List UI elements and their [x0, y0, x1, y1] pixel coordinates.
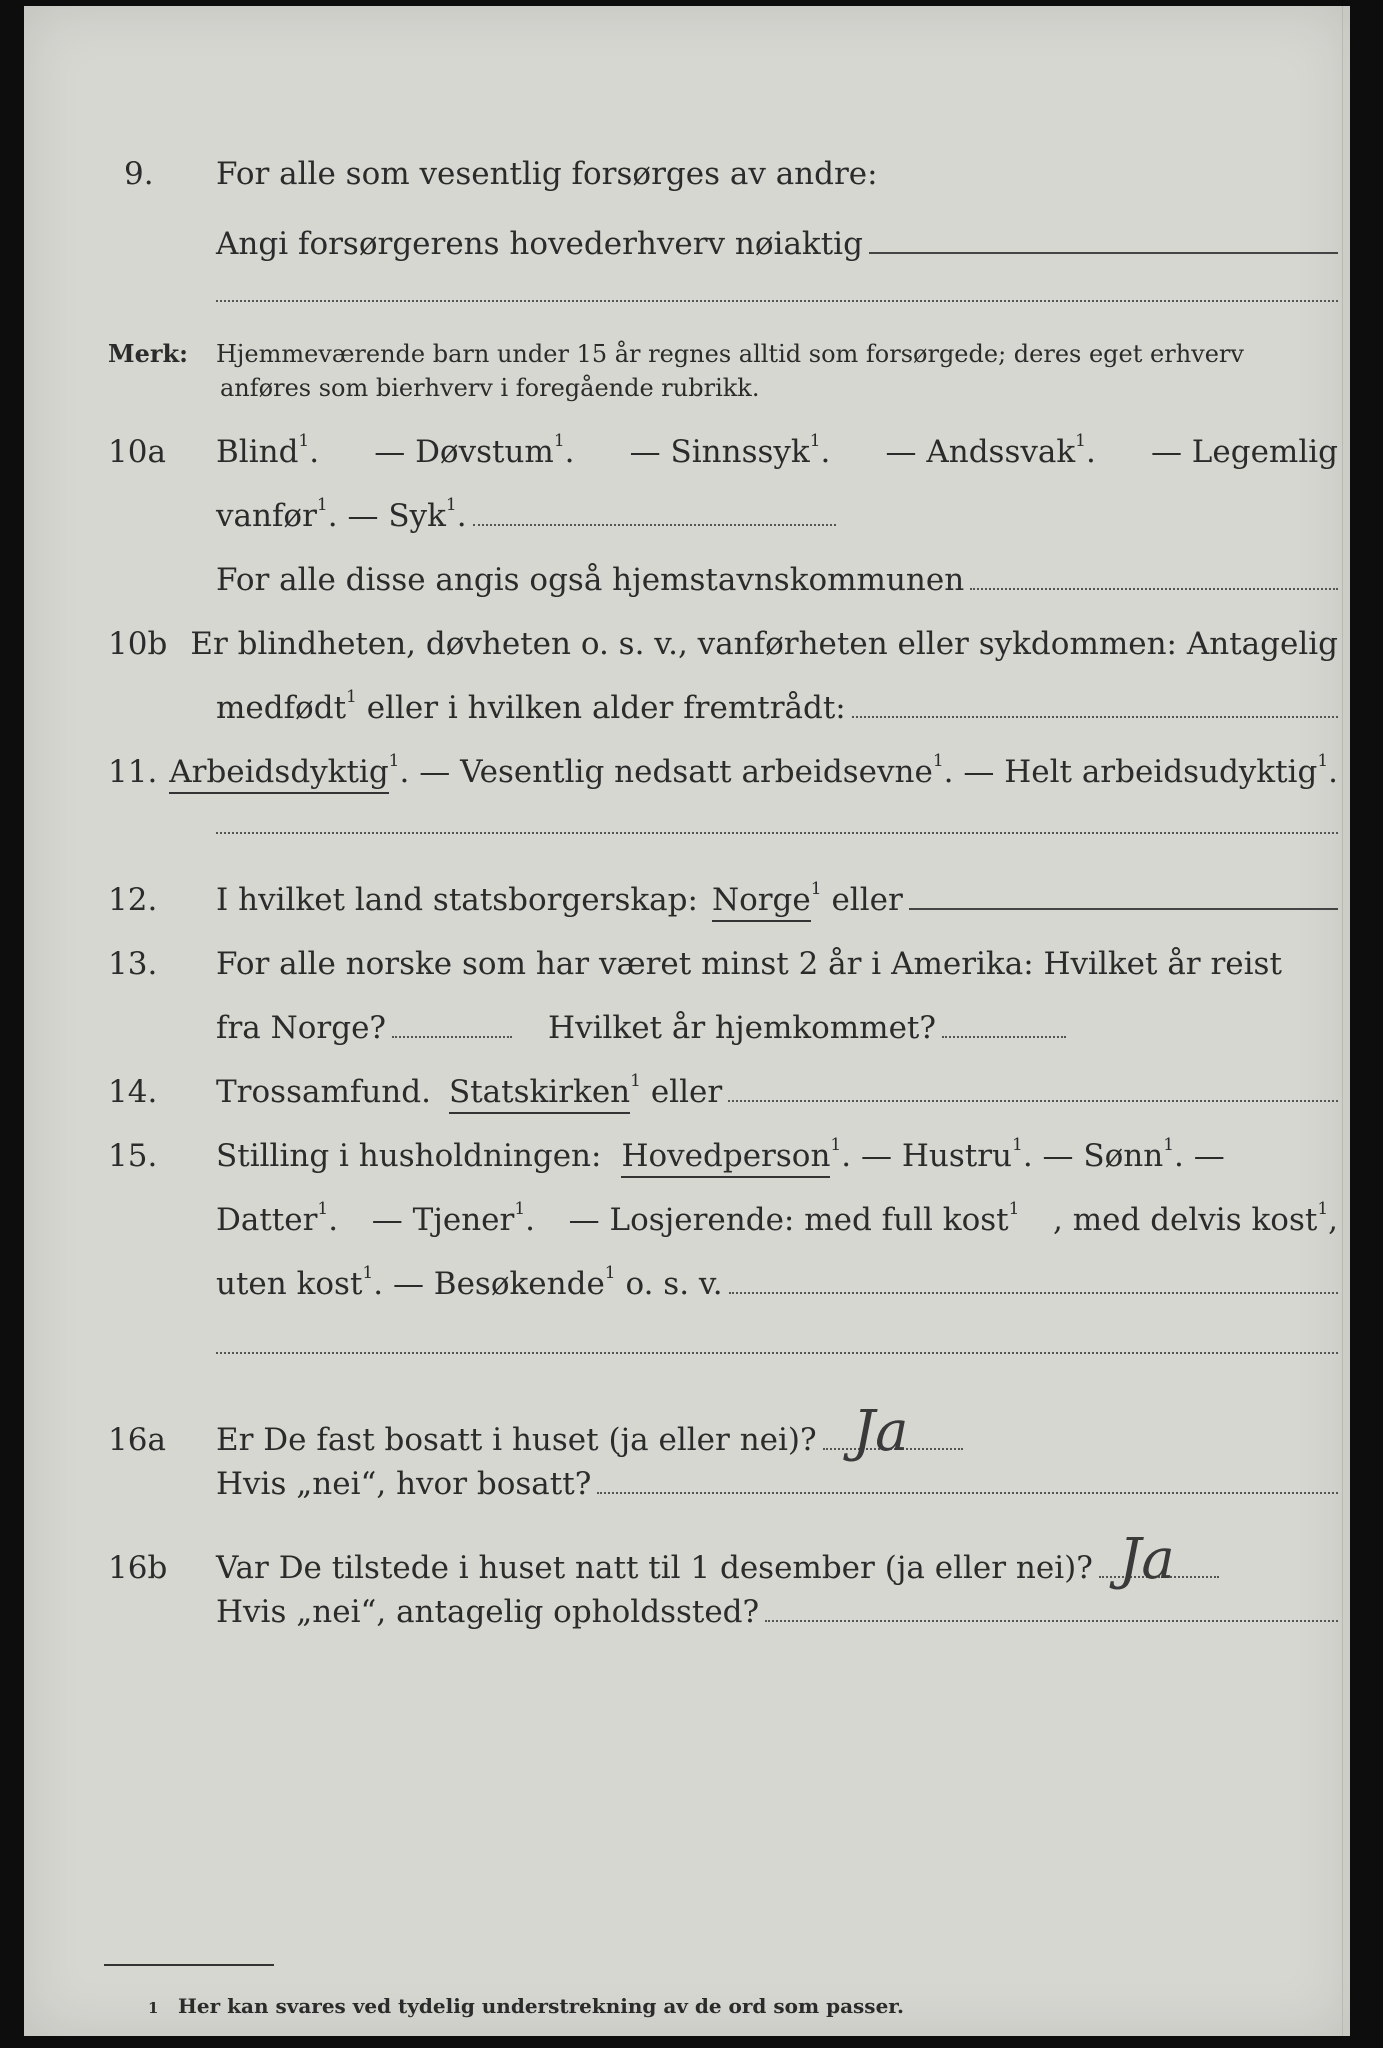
q16b-line2 [216, 1584, 1338, 1628]
q10a-line2 [216, 488, 836, 532]
q10a-hjemstavn-field[interactable] [970, 588, 1338, 590]
q16b-answer: Ja [1118, 1527, 1175, 1592]
q13-number: 13. [108, 946, 158, 982]
q15-field[interactable] [729, 1292, 1338, 1294]
q13-hjemkommet-field[interactable] [942, 1036, 1066, 1038]
q15-text: Stilling i husholdningen: [216, 1138, 602, 1174]
q10a-hjemstavn-label: For alle disse angis også hjemstavnskommunen [216, 562, 965, 598]
q14-statskirken: Statskirken$^1$ [449, 1077, 651, 1108]
q15-uten-kost: uten kost$^1$. [216, 1263, 393, 1302]
q16a-answer: Ja [852, 1399, 909, 1464]
q16a-bosatt-field[interactable] [597, 1492, 1338, 1494]
q9-text: For alle som vesentlig forsørges av andre: [216, 156, 878, 192]
q14-eller: eller [650, 1074, 723, 1110]
q11-number: 11. [108, 754, 158, 790]
footnote [148, 1972, 1048, 2016]
q10a-legemlig: — Legemlig [1150, 434, 1338, 470]
q16a-line2 [216, 1456, 1338, 1500]
q15-osv: o. s. v. [625, 1266, 723, 1302]
q10a-andssvak: — Andssvak$^1$. [885, 431, 1096, 470]
q16a-bosatt-label: Hvis „nei“, hvor bosatt? [216, 1466, 592, 1502]
q11-arbeidsdyktig: Arbeidsdyktig$^1$. [169, 757, 419, 788]
q10b-alder-label: eller i hvilken alder fremtrådt: [366, 690, 846, 726]
q12-text: I hvilket land statsborgerskap: [216, 882, 698, 918]
q13-reist-label: fra Norge? [216, 1010, 387, 1046]
q13-reist-field[interactable] [392, 1036, 512, 1038]
census-form-page [24, 6, 1350, 2036]
q14-text: Trossamfund. [216, 1074, 431, 1110]
q15-line3 [216, 1256, 1338, 1300]
q16a-text: Er De fast bosatt i huset (ja eller nei)? [216, 1422, 817, 1458]
q12-norge: Norge$^1$ [712, 885, 832, 916]
q16b-text: Var De tilstede i huset natt til 1 desember (ja eller nei)? [216, 1550, 1093, 1586]
q9-occupation-label: Angi forsørgerens hovederhverv nøiaktig [216, 226, 863, 262]
q15-besokende: — Besøkende$^1$ [392, 1263, 616, 1302]
paper-edge [1342, 6, 1343, 2036]
q16a-number: 16a [108, 1422, 166, 1458]
q14-field[interactable] [728, 1100, 1338, 1102]
q10a-dovstum: — Døvstum$^1$. [374, 431, 575, 470]
footnote-text: Her kan svares ved tydelig understrekning av de ord som passer. [178, 1994, 904, 2018]
q10b-alder-field[interactable] [852, 716, 1338, 718]
q10a-vanfor: vanfør$^1$. [216, 495, 348, 534]
q12-number: 12. [108, 882, 158, 918]
q15-line2 [216, 1192, 1338, 1236]
q10b-line1 [108, 616, 1338, 660]
q10a-line1 [108, 424, 1338, 468]
q10b-text: Er blindheten, døvheten o. s. v., vanførheten eller sykdommen: Antagelig [190, 626, 1338, 662]
q13-line2 [216, 1000, 1066, 1044]
q10a-syk-field[interactable] [473, 524, 836, 526]
q12-line [108, 872, 1338, 916]
q16b-number: 16b [108, 1550, 168, 1586]
q15-full-kost: — Losjerende: med full kost$^1$ [568, 1199, 1020, 1238]
q13-line1 [108, 936, 1338, 980]
q10b-line2 [216, 680, 1338, 724]
q15-hovedperson: Hovedperson$^1$. [621, 1141, 861, 1172]
q10a-blind: Blind$^1$. [216, 431, 320, 470]
q15-delvis-kost: , med delvis kost$^1$, [1053, 1199, 1338, 1238]
q9-occupation-field[interactable] [869, 252, 1338, 254]
q15-tjener: — Tjener$^1$. [371, 1199, 536, 1238]
q12-field[interactable] [909, 908, 1338, 910]
q10b-number: 10b [108, 626, 168, 662]
footnote-mark: 1 [148, 1999, 159, 2017]
q10b-medfodt: medfødt$^1$ [216, 687, 357, 726]
q16b-line1 [108, 1520, 1288, 1592]
merk-text2: anføres som bierhverv i foregående rubrikk. [220, 374, 760, 402]
q15-sonn: — Sønn$^1$. [1042, 1135, 1194, 1174]
q13-hjemkommet-label: Hvilket år hjemkommet? [548, 1010, 937, 1046]
q15-dash: — [1193, 1138, 1225, 1174]
q10a-syk: — Syk$^1$. [347, 495, 467, 534]
q9-number: 9. [124, 156, 154, 192]
q15-extra-field[interactable] [216, 1352, 1338, 1354]
q11-extra-field[interactable] [216, 832, 1338, 834]
footnote-rule [104, 1964, 274, 1966]
q14-number: 14. [108, 1074, 158, 1110]
merk-label: Merk: [108, 339, 188, 368]
q15-datter: Datter$^1$. [216, 1199, 339, 1238]
q11-line [108, 744, 1338, 788]
q16b-opholdssted-label: Hvis „nei“, antagelig opholdssted? [216, 1594, 760, 1630]
q11-nedsatt: — Vesentlig nedsatt arbeidsevne$^1$. [419, 751, 964, 790]
q11-udyktig: — Helt arbeidsudyktig$^1$. [963, 751, 1338, 790]
q10a-number: 10a [108, 434, 166, 470]
q9-extra-field[interactable] [216, 300, 1338, 302]
merk-line2 [220, 356, 1320, 400]
q16a-line1 [108, 1392, 1008, 1464]
q15-line1 [108, 1128, 1338, 1172]
q12-eller: eller [831, 882, 903, 918]
merk-text: Hjemmeværende barn under 15 år regnes alltid som forsørgede; deres eget erhverv [216, 340, 1244, 368]
q15-number: 15. [108, 1138, 158, 1174]
q9-line2 [216, 216, 1338, 260]
q10a-sinnssyk: — Sinnssyk$^1$. [629, 431, 831, 470]
q14-line [108, 1064, 1338, 1108]
q16a-answer-field[interactable] [823, 1399, 963, 1464]
q16b-opholdssted-field[interactable] [765, 1620, 1338, 1622]
q16b-answer-field[interactable] [1099, 1527, 1219, 1592]
q9-line1 [124, 146, 1324, 190]
q15-hustru: — Hustru$^1$. [860, 1135, 1043, 1174]
q10a-line3 [216, 552, 1338, 596]
q13-text: For alle norske som har været minst 2 år i Amerika: Hvilket år reist [216, 946, 1282, 982]
